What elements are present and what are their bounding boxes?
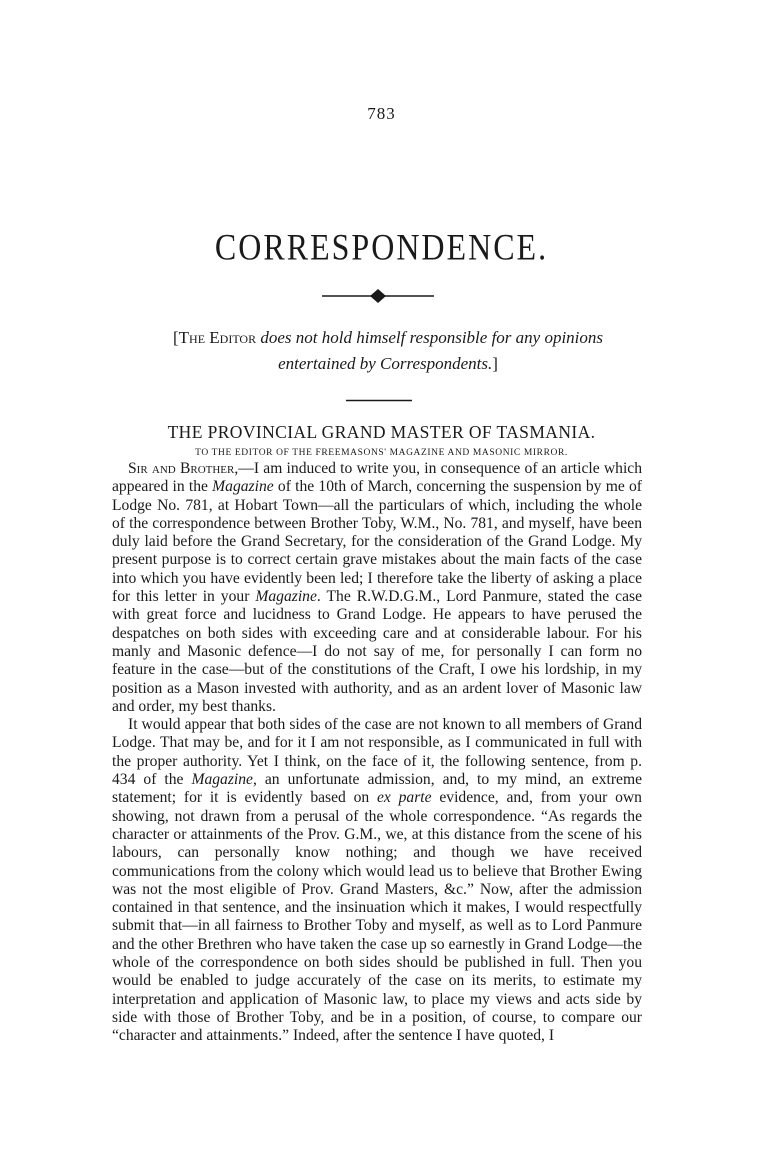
- editor-disclaimer: [128, 325, 648, 377]
- page-number: 783: [367, 104, 396, 123]
- section-heading: CORRESPONDENCE.: [214, 226, 549, 268]
- paragraph-2: It would appear that both sides of the case are not known to all members of Grand Lodge. That may be, and for it I am not responsible, as I communicated in full with the proper authority. Yet I think, on the face of it, the following sentence, from p. 434 of the Magazine, an unfortunate admission, and, to my mind, an extreme statement; for it is evidently based on ex parte evidence, and, from your own showing, not drawn from a perusal of the whole correspondence. “As regards the character or attainments of the Prov. G.M., we, at this distance from the scene of his labours, can personally know nothing; and though we have received communications from the colony which would lead us to believe that Brother Ewing was not the most eligible of Prov. Grand Masters, &c.” Now, after the admission contained in that sentence, and the insinuation which it makes, I would respectfully submit that—in all fairness to Brother Toby and myself, as well as to Lord Panmure and the other Brethren who have taken the case up so earnestly in Grand Lodge—the whole of the correspondence on both sides should be published in full. Then you would be enabled to judge accurately of the case on its merits, to estimate my interpretation and application of Masonic law, to place my views and acts side by side with those of Brother Toby, and be in a position, of course, to compare our “character and attainments.” Indeed, after the sentence I have quoted, I: [112, 716, 643, 1045]
- ornament-rule: [322, 288, 434, 304]
- letter-body: [112, 460, 642, 1046]
- disclaimer-line2: entertained by Correspondents.: [278, 354, 493, 373]
- open-bracket: [: [172, 328, 179, 347]
- article-title: THE PROVINCIAL GRAND MASTER OF TASMANIA.: [167, 422, 596, 442]
- close-bracket: ]: [492, 354, 498, 373]
- disclaimer-editor: The Editor: [178, 328, 257, 347]
- paragraph-1: Sir and Brother,—I am induced to write you, in consequence of an article which appeared in the Magazine of the 10th of March, concerning the suspension by me of Lodge No. 781, at Hobart Town—all the particulars of which, including the whole of the correspondence between Brother Toby, W.M., No. 781, and myself, have been duly laid before the Grand Secretary, for the consideration of the Grand Lodge. My present purpose is to correct certain grave mistakes about the main facts of the case into which you have evidently been led; I therefore take the liberty of asking a place for this letter in your Magazine. The R.W.D.G.M., Lord Panmure, stated the case with great force and lucidness to Grand Lodge. He appears to have perused the despatches on both sides with exceeding care and at considerable labour. For his manly and Masonic defence—I do not say of me, for personally I can form no feature in the case—but of the constitutions of the Craft, I owe his lordship, in my position as a Mason invested with authority, and as an ardent lover of Masonic law and order, my best thanks.: [112, 460, 643, 715]
- addressee-line: TO THE EDITOR OF THE FREEMASONS' MAGAZINE AND MASONIC MIRROR.: [195, 448, 568, 458]
- short-divider: [346, 399, 412, 402]
- disclaimer-line1: does not hold himself responsible for any opinions: [256, 328, 604, 347]
- salutation: Sir and Brother,: [128, 460, 239, 477]
